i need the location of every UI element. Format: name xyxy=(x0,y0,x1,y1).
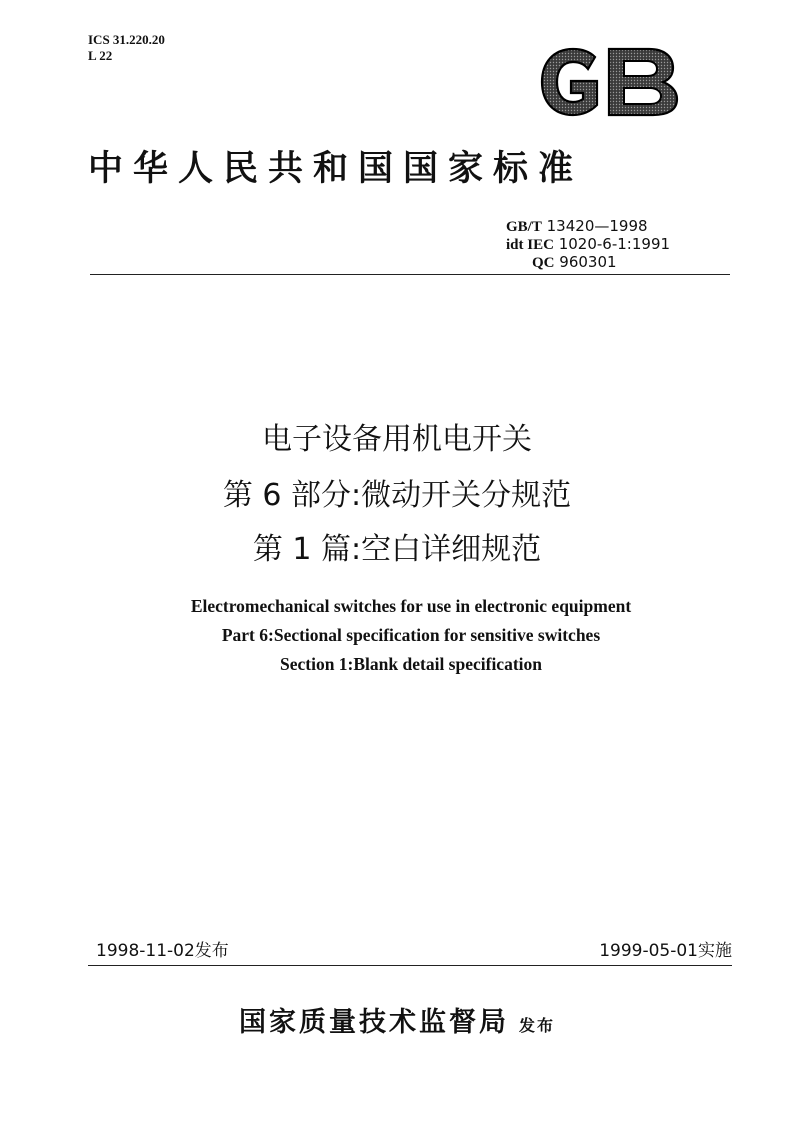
title-en-line1: Electromechanical switches for use in electronic equipment xyxy=(190,596,632,616)
ccs-code: L 22 xyxy=(88,48,113,63)
title-cn-line3: 第 1 篇:空白详细规范 xyxy=(252,532,542,567)
footer-divider xyxy=(88,965,732,966)
issuer-name: 国家质量技术监督局 xyxy=(238,1007,509,1037)
title-en-line3: Section 1:Blank detail specification xyxy=(279,654,542,674)
title-en-line2: Part 6:Sectional specification for sensitive switches xyxy=(221,625,601,645)
gb-prefix: GB/T xyxy=(506,219,542,235)
qc-prefix: QC xyxy=(532,255,555,271)
qc-code-line xyxy=(506,254,670,272)
header-divider xyxy=(90,274,730,275)
implement-date: 1999-05-01实施 xyxy=(599,941,732,961)
iec-code-line xyxy=(506,236,670,254)
standard-type-heading: 中华人民共和国国家标准 xyxy=(88,149,584,188)
standard-codes xyxy=(506,218,670,272)
ics-code: ICS 31.220.20 xyxy=(88,32,165,47)
iec-number: 1020-6-1:1991 xyxy=(558,235,671,253)
iec-prefix: idt IEC xyxy=(506,237,554,253)
gb-number: 13420—1998 xyxy=(546,217,648,235)
qc-number: 960301 xyxy=(559,253,617,271)
title-cn-line1: 电子设备用机电开关 xyxy=(262,422,532,457)
classification-codes xyxy=(88,32,165,64)
issuer-action: 发布 xyxy=(518,1018,555,1035)
title-cn-line2: 第 6 部分:微动开关分规范 xyxy=(222,478,572,513)
issuer-line xyxy=(0,1000,794,1039)
issue-date: 1998-11-02发布 xyxy=(96,941,229,961)
gb-logo xyxy=(537,43,683,121)
gb-code-line xyxy=(506,218,670,236)
